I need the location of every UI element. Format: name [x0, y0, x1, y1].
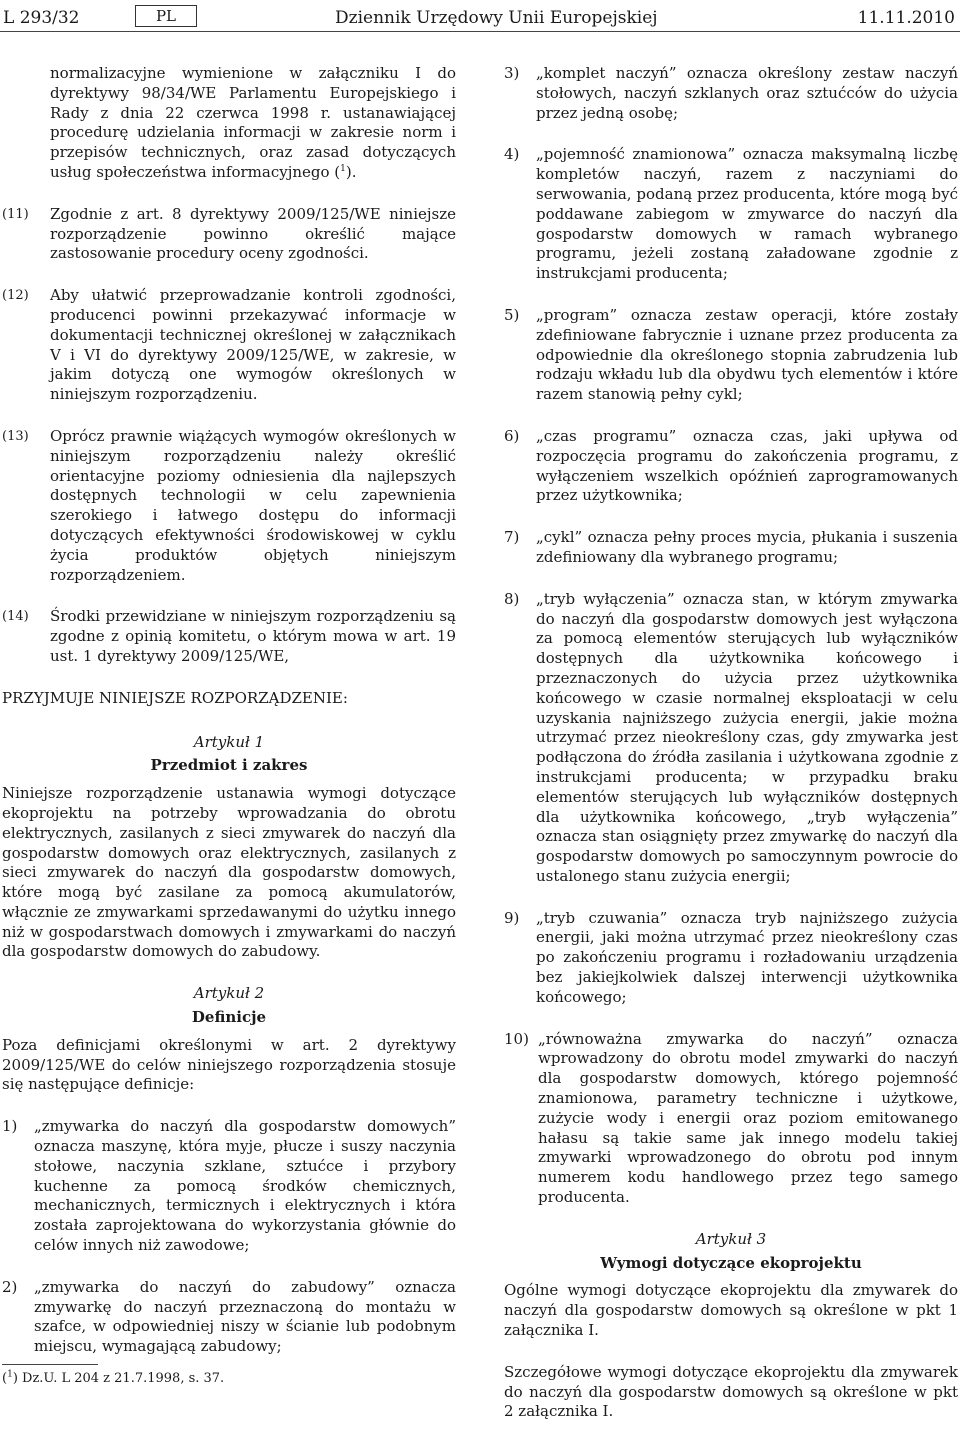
footnote-text: Dz.U. L 204 z 21.7.1998, s. 37.: [22, 1371, 225, 1386]
recital-continuation-text: normalizacyjne wymienione w załączniku I do dyrektywy 98/34/WE Parlamentu Europejskiego i Rady z dnia 22 czerwca 1998 r. ustanawiającej procedurę udzielania informacji w zakresie norm i przepisów technicznych, oraz zasad dotyczących usług społeczeństwa informacyjnego (: [50, 64, 456, 181]
recital-number: (11): [2, 206, 29, 222]
definition-6: [504, 427, 958, 506]
article-1-title: Przedmiot i zakres: [150, 756, 308, 775]
definition-8: [504, 590, 958, 887]
language-badge: PL: [135, 5, 197, 27]
definition-7: [504, 528, 958, 568]
definition-number: 5): [504, 305, 520, 324]
recital-text: Zgodnie z art. 8 dyrektywy 2009/125/WE niniejsze rozporządzenie powinno określić mające zastosowanie procedury oceny zgodności.: [50, 204, 456, 263]
publication-date: 11.11.2010: [857, 8, 955, 28]
definition-2: [2, 1278, 456, 1357]
definition-text: „cykl” oznacza pełny proces mycia, płukania i suszenia zdefiniowany dla wybranego programu;: [536, 528, 958, 566]
definition-number: 10): [504, 1029, 529, 1048]
recital-continuation-end: ).: [345, 162, 357, 181]
recital-12: [2, 286, 456, 405]
recital-text: Oprócz prawnie wiążących wymogów określonych w niniejszym rozporządzeniu należy określić orientacyjne poziomy odniesienia dla najlepszych dostępnych technologii w celu zapewnienia szerokiego i łatwego dostępu do informacji dotyczących efektywności środowiskowej w cyklu życia produktów objętych niniejszym rozporządzeniem.: [50, 426, 456, 584]
article-1-text: Niniejsze rozporządzenie ustanawia wymogi dotyczące ekoprojektu na potrzeby wprowadzania do obrotu elektrycznych, zasilanych z sieci zmywarek do naczyń dla gospodarstw domowych oraz elektrycznych, zasilanych z sieci zmywarek do naczyń dla gospodarstw domowych, które mogą być zasilane za pomocą akumulatorów, włącznie ze zmywarkami sprzedawanymi do użytku innego niż w gospodarstwach domowych i zmywarkami do naczyń dla gospodarstw domowych do zabudowy.: [2, 784, 456, 961]
definition-number: 4): [504, 145, 520, 164]
recital-number: (14): [2, 609, 29, 625]
definition-number: 8): [504, 589, 520, 608]
definition-number: 3): [504, 64, 520, 82]
recital-text: Aby ułatwić przeprowadzanie kontroli zgodności, producenci powinni przekazywać informacje w dokumentacji technicznej określonej w załącznikach V i VI do dyrektywy 2009/125/WE, w zakresie, w jakim dotyczą one wymogów określonych w niniejszym rozporządzeniu.: [50, 286, 456, 404]
recital-14: [2, 607, 456, 666]
left-column: [2, 64, 456, 1379]
journal-title: Dziennik Urzędowy Unii Europejskiej: [335, 8, 658, 28]
footnote-marker: 1: [7, 1369, 13, 1380]
definition-number: 6): [504, 426, 520, 445]
definition-text: „czas programu” oznacza czas, jaki upływa od rozpoczęcia programu do zakończenia programu, z wyłączeniem wszelkich opóźnień zaprogramowanych przez użytkownika;: [536, 426, 958, 505]
definition-3: [504, 64, 958, 123]
article-1-number: Artykuł 1: [193, 732, 265, 751]
article-2-title: Definicje: [191, 1008, 267, 1027]
article-3-text-2: Szczegółowe wymogi dotyczące ekoprojektu dla zmywarek do naczyń dla gospodarstw domowych są określone w pkt 2 załącznika I.: [504, 1362, 958, 1421]
recital-13: [2, 427, 456, 585]
footnote-ref: 1: [340, 163, 346, 174]
definition-text: „tryb wyłączenia” oznacza stan, w którym zmywarka do naczyń dla gospodarstw domowych jest wyłączona za pomocą elementów sterujących lub wyłączników dostępnych dla użytkownika końcowego i przeznaczonych do użycia przez użytkownika końcowego w czasie normalnej eksploatacji w celu uzyskania najniższego zużycia energii, jakie można utrzymać przez nieokreślony czas, gdy zmywarka jest podłączona do źródła zasilania i użytkowana zgodnie z instrukcjami producenta; w przypadku braku elementów sterujących lub wyłączników dostępnych dla użytkownika końcowego, „tryb wyłączenia” oznacza stan osiągnięty przez zmywarkę do naczyń dla gospodarstw domowych po samoczynnym powrocie do ustalonego stanu zużycia energii;: [536, 589, 958, 885]
article-2-text: Poza definicjami określonymi w art. 2 dyrektywy 2009/125/WE do celów niniejszego rozporządzenia stosuje się następujące definicje:: [2, 1035, 456, 1094]
page-header: [0, 4, 960, 32]
recital-text: Środki przewidziane w niniejszym rozporządzeniu są zgodne z opinią komitetu, o którym mowa w art. 19 ust. 1 dyrektywy 2009/125/WE,: [50, 607, 456, 665]
enacting-formula: PRZYJMUJE NINIEJSZE ROZPORZĄDZENIE:: [2, 688, 348, 707]
definition-text: „program” oznacza zestaw operacji, które zostały zdefiniowane fabrycznie i uznane przez producenta za odpowiednie dla określonego stopnia zabrudzenia lub rodzaju wkładu lub dla obydwu tych elementów i które razem stanowią pełny cykl;: [536, 305, 958, 404]
definition-5: [504, 306, 958, 405]
article-2-number: Artykuł 2: [193, 984, 265, 1003]
definition-text: „zmywarka do naczyń dla gospodarstw domowych” oznacza maszynę, która myje, płucze i suszy naczynia stołowe, naczynia szklane, sztućce i przybory kuchenne za pomocą środków chemicznych, mechanicznych, termicznych i elektrycznych i która została zaprojektowana do wykorzystania głównie do celów innych niż zawodowe;: [34, 1117, 456, 1255]
definition-1: [2, 1117, 456, 1256]
article-3-text-1: Ogólne wymogi dotyczące ekoprojektu dla zmywarek do naczyń dla gospodarstw domowych są określone w pkt 1 załącznika I.: [504, 1281, 958, 1340]
definition-number: 9): [504, 908, 520, 927]
definition-4: [504, 145, 958, 284]
right-column: [504, 64, 958, 1444]
article-3-number: Artykuł 3: [695, 1229, 767, 1248]
header-rule: [0, 31, 960, 32]
recital-number: (12): [2, 288, 29, 304]
footnote-rule: [2, 1364, 98, 1365]
definition-9: [504, 909, 958, 1008]
article-3-title: Wymogi dotyczące ekoprojektu: [600, 1253, 862, 1272]
definition-text: „komplet naczyń” oznacza określony zestaw naczyń stołowych, naczyń szklanych oraz sztućców do użycia przez jedną osobę;: [536, 64, 958, 122]
footnote: ($^1$) Dz.U. L 204 z 21.7.1998, s. 37.: [2, 1369, 225, 1386]
definition-text: „pojemność znamionowa” oznacza maksymalną liczbę kompletów naczyń, razem z naczyniami do serwowania, podaną przez producenta, które mogą być poddawane zabiegom w zmywarce do naczyń dla gospodarstw domowych w ramach wybranego programu, jeżeli zostaną załadowane zgodnie z instrukcjami producenta;: [536, 145, 958, 283]
definition-10: [504, 1030, 958, 1208]
definition-number: 1): [2, 1117, 18, 1136]
recital-11: [2, 205, 456, 264]
definition-text: „równoważna zmywarka do naczyń” oznacza wprowadzony do obrotu model zmywarki do naczyń dla gospodarstw domowych, którego pojemność znamionowa, parametry techniczne i użytkowe, zużycie wody i energii oraz poziom emitowanego hałasu są takie same jak innego modelu takiej zmywarki wprowadzonego do obrotu pod innym numerem kodu handlowego przez tego samego producenta.: [538, 1029, 958, 1207]
definition-text: „zmywarka do naczyń do zabudowy” oznacza zmywarkę do naczyń przeznaczoną do montażu w szafce, w odpowiedniej niszy w ścianie lub podobnym miejscu, wymagającą zabudowy;: [34, 1277, 456, 1356]
recital-continuation: [2, 64, 456, 183]
page-number: L 293/32: [3, 8, 80, 28]
definition-number: 2): [2, 1277, 18, 1296]
definition-number: 7): [504, 528, 520, 547]
definition-text: „tryb czuwania” oznacza tryb najniższego zużycia energii, jaki można utrzymać przez nieokreślony czas po zakończeniu programu i rozładowaniu urządzenia bez jakiejkolwiek dalszej interwencji użytkownika końcowego;: [536, 908, 958, 1006]
recital-number: (13): [2, 428, 29, 444]
